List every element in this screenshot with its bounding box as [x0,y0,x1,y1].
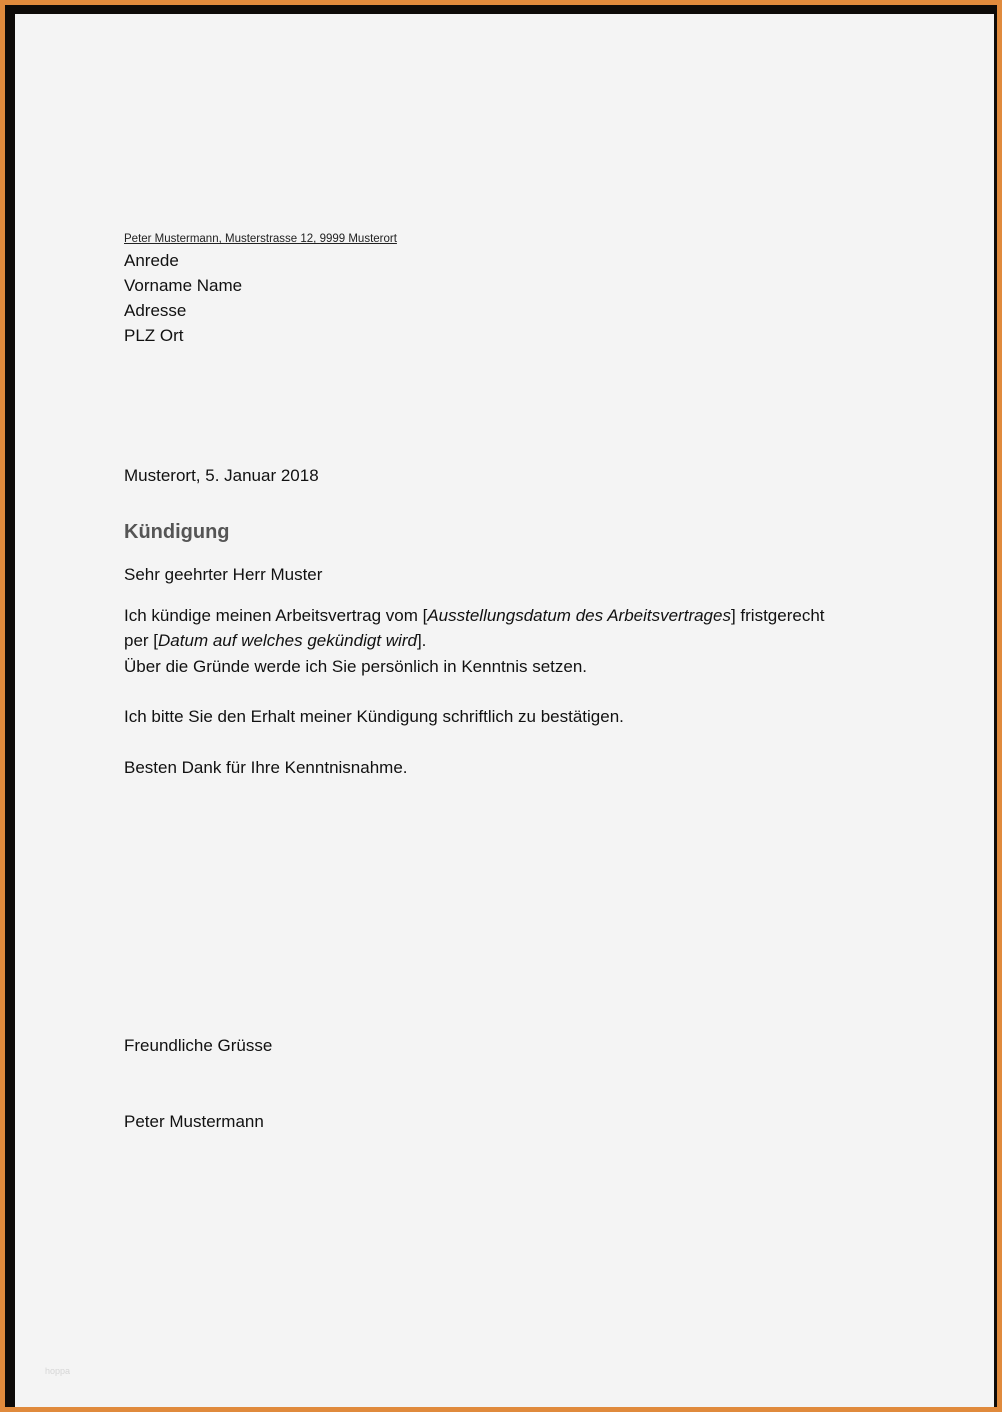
body-text: ]. [416,631,427,650]
body-paragraph-2: Ich bitte Sie den Erhalt meiner Kündigung schriftlich zu bestätigen. [124,707,624,726]
recipient-address: Adresse [124,301,187,320]
body-paragraph-3: Besten Dank für Ihre Kenntnisnahme. [124,758,408,777]
greeting: Sehr geehrter Herr Muster [124,565,323,584]
inner-frame [5,5,997,1407]
sender-line: Peter Mustermann, Musterstrasse 12, 9999 Musterort [124,233,397,245]
recipient-zip-city: PLZ Ort [124,326,184,345]
letter-page [15,14,994,1407]
place-date: Musterort, 5. Januar 2018 [124,466,319,485]
recipient-salutation: Anrede [124,251,179,270]
body-text: Ich kündige meinen Arbeitsvertrag vom [ [124,606,428,625]
body-text: per [ [124,631,159,650]
subject-heading: Kündigung [124,521,230,543]
placeholder-contract-date: Ausstellungsdatum des Arbeitsvertrages [427,606,731,625]
recipient-name: Vorname Name [124,276,243,295]
body-line-3: Über die Gründe werde ich Sie persönlich in Kenntnis setzen. [124,657,588,676]
placeholder-termination-date: Datum auf welches gekündigt wird [158,631,417,650]
body-line-1 [124,606,825,626]
body-text: ] fristgerecht [730,606,825,625]
body-line-2 [124,631,426,651]
signature: Peter Mustermann [124,1112,264,1131]
watermark: hoppa [45,1366,71,1376]
closing: Freundliche Grüsse [124,1036,273,1055]
